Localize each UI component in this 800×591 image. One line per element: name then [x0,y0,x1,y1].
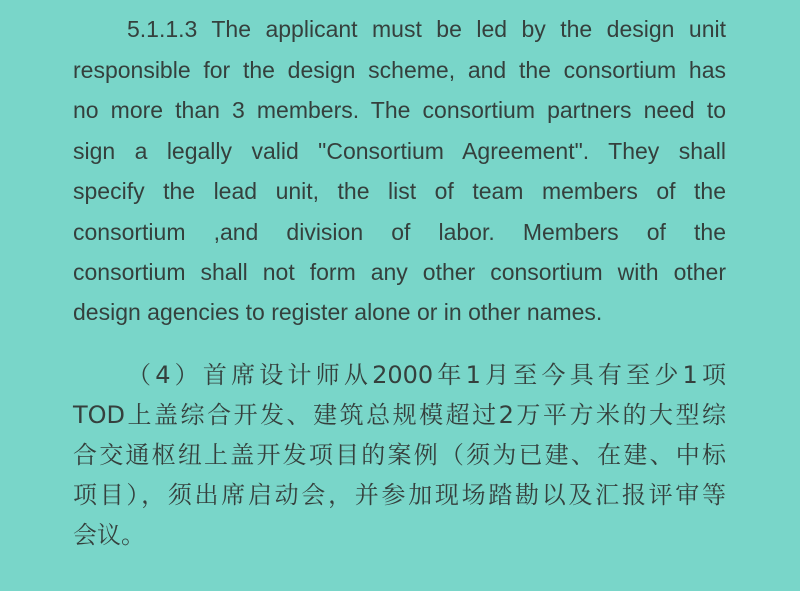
paragraph-line: （4）首席设计师从2000年1月至今具有至少1项 [127,361,726,389]
paragraph-line: no more than 3 members. The consortium partners need to [73,97,726,123]
paragraph-line: specify the lead unit, the list of team members of the [73,178,726,204]
paragraph-line: consortium shall not form any other consortium with other [73,259,726,285]
paragraph-line: 5.1.1.3 The applicant must be led by the design unit [127,16,726,42]
paragraph-line: design agencies to register alone or in other names. [73,299,603,325]
paragraph-line: TOD上盖综合开发、建筑总规模超过2万平方米的大型综 [73,401,726,429]
paragraph-line: 项目），须出席启动会，并参加现场踏勘以及汇报评审等 [73,481,726,509]
paragraph-line: consortium ,and division of labor. Members of the [73,219,726,245]
paragraph-line: responsible for the design scheme, and the consortium has [73,57,726,83]
paragraph-line: sign a legally valid "Consortium Agreement". They shall [73,138,726,164]
paragraph-line: 合交通枢纽上盖开发项目的案例（须为已建、在建、中标 [73,441,726,469]
paragraph-line: 会议。 [73,521,145,549]
